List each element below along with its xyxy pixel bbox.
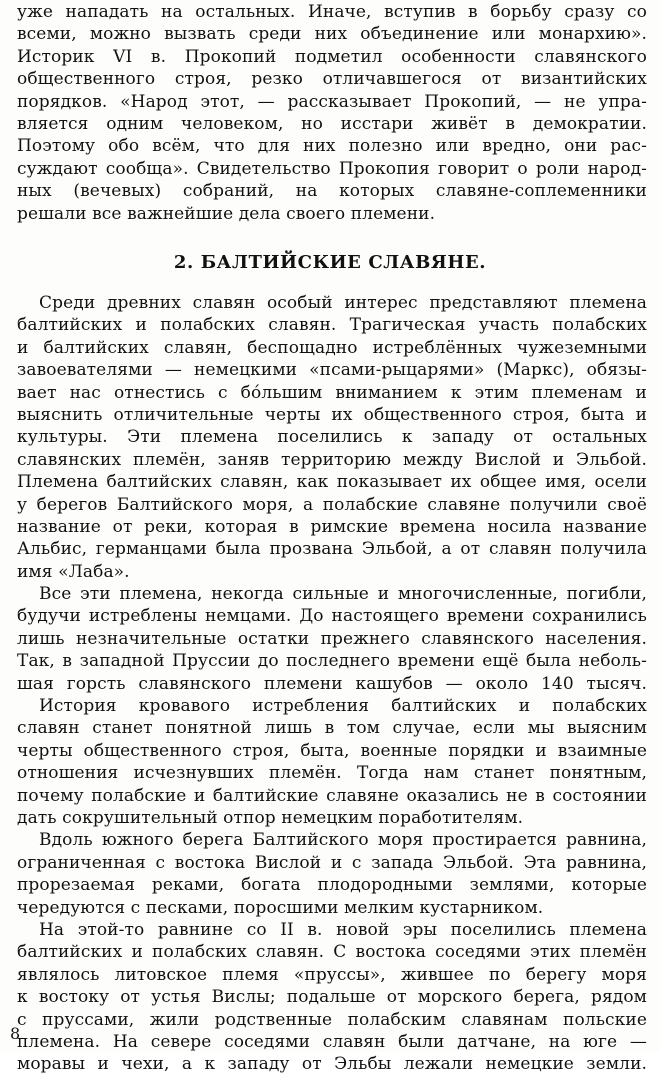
text-line: являлось литовское племя «пруссы», жившее по берегу моря	[17, 964, 647, 985]
text-line: Историк VI в. Прокопий подметил особенности славянского	[17, 46, 647, 67]
text-line: вает нас отнестись с бо́льшим вниманием к этим племенам и	[17, 382, 647, 403]
text-line: На этой-то равнине со II в. новой эры поселились племена	[39, 919, 647, 940]
text-line: шая горсть славянского племени кашубов — около 140 тысяч.	[17, 673, 647, 694]
text-line: черты общественного строя, быта, военные порядки и взаимные	[17, 740, 647, 761]
text-line: имя «Лаба».	[17, 561, 130, 582]
text-line: к востоку от устья Вислы; подальше от морского берега, рядом	[17, 987, 647, 1008]
text-line: славян станет понятной лишь в том случае, если мы выясним	[17, 718, 647, 739]
top-paragraph	[17, 1, 647, 225]
text-line: суждают сообща». Свидетельство Прокопия говорит о роли народ-	[17, 158, 647, 179]
text-line: вляется одним человеком, но исстари живёт в демократии.	[17, 113, 647, 134]
text-line: и балтийских славян, беспощадно истреблённых чужеземными	[17, 337, 647, 358]
section-heading: 2. БАЛТИЙСКИЕ СЛАВЯНЕ.	[173, 252, 487, 273]
text-line: Все эти племена, некогда сильные и многочисленные, погибли,	[39, 584, 647, 605]
text-line: культуры. Эти племена поселились к западу от остальных	[17, 427, 647, 448]
text-line: Среди древних славян особый интерес представляют племена	[39, 293, 647, 313]
text-line: решали все важнейшие дела своего племени.	[17, 203, 436, 224]
text-line: порядков. «Народ этот, — рассказывает Прокопий, — не упра-	[17, 91, 647, 112]
text-line: ных (вечевых) собраний, на которых славяне-соплеменники	[17, 181, 647, 202]
text-line: чередуются с песками, поросшими мелким кустарником.	[17, 897, 544, 918]
text-line: моравы и чехи, а к западу от Эльбы лежали немецкие земли.	[17, 1054, 647, 1075]
text-line: Альбис, германцами была прозвана Эльбой, а от славян получила	[17, 539, 647, 560]
page-number: 8	[10, 1024, 21, 1043]
text-line: с пруссами, жили родственные полабским славянам польские	[17, 1009, 647, 1030]
text-line: название от реки, которая в римские времена носила название	[17, 516, 647, 537]
text-line: всеми, можно вызвать среди них объединение или монархию».	[17, 24, 647, 45]
text-line: общественного строя, резко отличавшегося от византийских	[17, 69, 647, 90]
text-line: Поэтому обо всём, что для них полезно или вредно, они рас-	[17, 136, 647, 157]
text-line: Вдоль южного берега Балтийского моря простирается равнина,	[39, 830, 647, 851]
text-line: выяснить отличительные черты их общественного строя, быта и	[17, 404, 647, 425]
text-line: Племена балтийских славян, как показывает их общее имя, осели	[17, 472, 647, 493]
text-line: отношения исчезнувших племён. Тогда нам станет понятным,	[17, 763, 647, 784]
text-line: История кровавого истребления балтийских и полабских	[39, 696, 647, 717]
text-line: Так, в западной Пруссии до последнего времени ещё была неболь-	[17, 651, 647, 672]
text-line: дать сокрушительный отпор немецким поработителям.	[17, 807, 524, 828]
text-line: славянских племён, заняв территорию между Вислой и Эльбой.	[17, 449, 647, 470]
text-line: будучи истреблены немцами. До настоящего времени сохранились	[17, 606, 647, 627]
text-line: завоевателями — немецкими «псами-рыцарями» (Маркс), обязы-	[17, 360, 647, 381]
text-line: ограниченная с востока Вислой и с запада Эльбой. Эта равнина,	[17, 852, 647, 873]
text-line: балтийских и полабских славян. С востока соседями этих племён	[17, 942, 647, 963]
text-line: уже нападать на остальных. Иначе, вступив в борьбу сразу со	[17, 2, 647, 22]
section-body	[17, 292, 647, 1076]
text-line: племена. На севере соседями славян были датчане, на юге —	[17, 1031, 647, 1052]
text-line: у берегов Балтийского моря, а полабские славяне получили своё	[17, 494, 647, 515]
text-line: балтийских и полабских славян. Трагическая участь полабских	[17, 315, 647, 336]
text-line: прорезаемая реками, богата плодородными землями, которые	[17, 875, 647, 896]
text-line: лишь незначительные остатки прежнего славянского населения.	[17, 628, 647, 649]
text-line: почему полабские и балтийские славяне оказались не в состоянии	[17, 785, 647, 806]
